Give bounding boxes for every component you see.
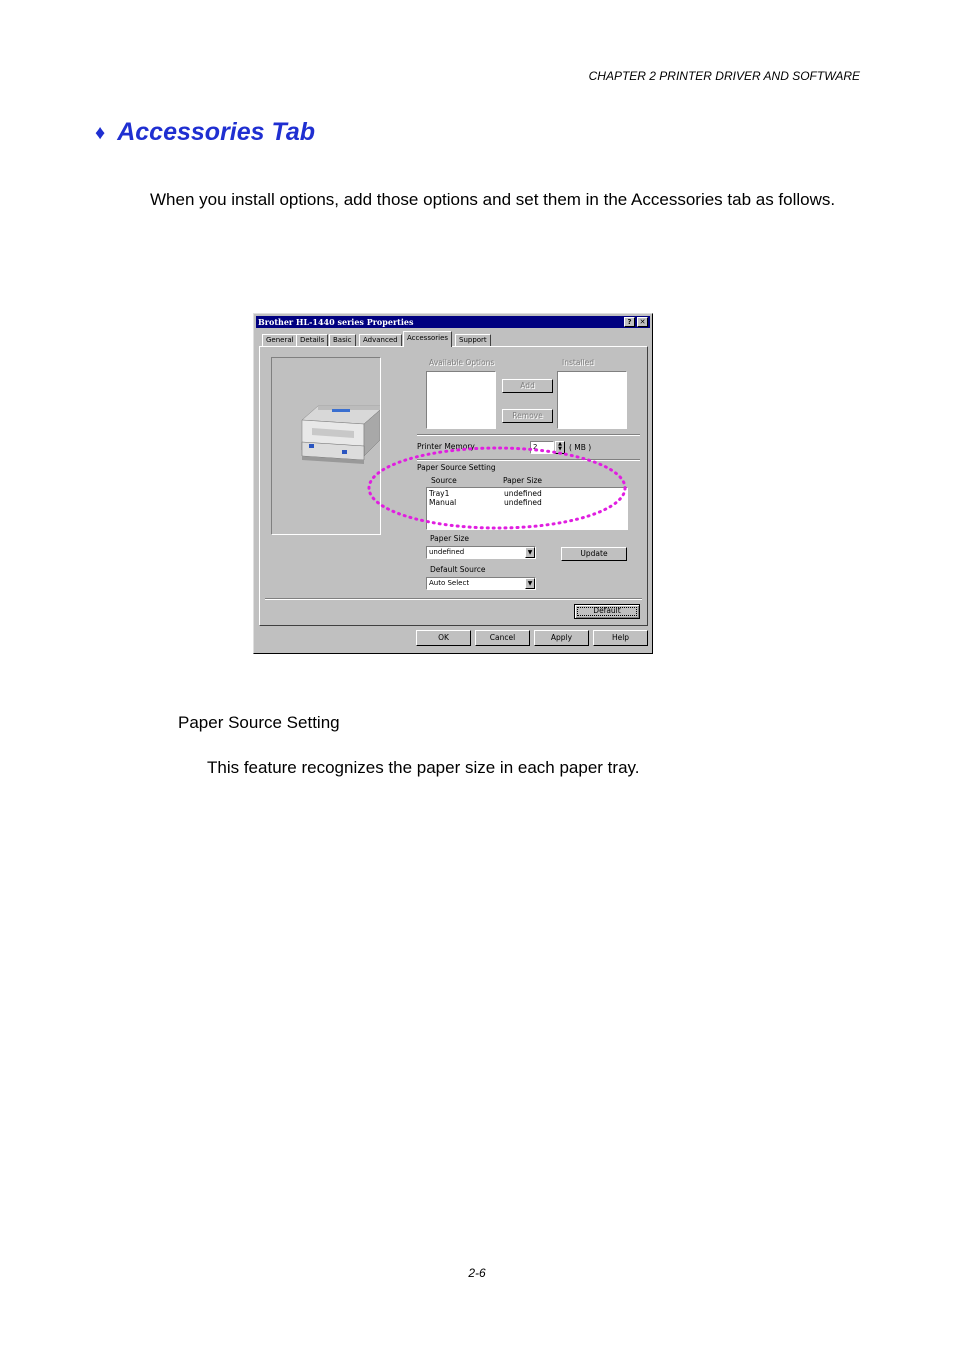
row-size[interactable]: undefined bbox=[504, 489, 542, 498]
paper-source-description: This feature recognizes the paper size in each paper tray. bbox=[207, 758, 640, 777]
separator-1 bbox=[417, 434, 640, 436]
separator-3 bbox=[265, 598, 642, 600]
apply-button[interactable]: Apply bbox=[534, 630, 589, 646]
chevron-down-icon[interactable]: ▼ bbox=[525, 578, 535, 589]
paper-source-setting-label: Paper Source Setting bbox=[417, 463, 496, 472]
row-source[interactable]: Tray1 bbox=[429, 489, 450, 498]
printer-memory-input[interactable]: 2 bbox=[530, 441, 554, 454]
memory-unit: ( MB ) bbox=[569, 443, 592, 452]
default-button[interactable]: Default bbox=[574, 604, 640, 619]
default-source-dropdown[interactable] bbox=[426, 577, 536, 590]
installed-label: Installed bbox=[562, 358, 594, 367]
section-title-text: Accessories Tab bbox=[117, 118, 316, 146]
help-button[interactable]: Help bbox=[593, 630, 648, 646]
highlight-ellipse bbox=[362, 445, 632, 535]
paper-source-heading: Paper Source Setting bbox=[178, 713, 340, 732]
available-options-label: Available Options bbox=[429, 358, 495, 367]
memory-spinner[interactable]: ▲ ▼ bbox=[555, 441, 565, 454]
available-options-list[interactable] bbox=[426, 371, 496, 429]
tab-support[interactable]: Support bbox=[455, 334, 491, 346]
paper-size-value: undefined bbox=[429, 548, 465, 556]
page-number: 2-6 bbox=[468, 1266, 486, 1280]
default-source-value: Auto Select bbox=[429, 579, 470, 587]
ok-button[interactable]: OK bbox=[416, 630, 471, 646]
paper-size-dropdown[interactable] bbox=[426, 546, 536, 559]
tab-basic[interactable]: Basic bbox=[329, 334, 356, 346]
tab-general[interactable]: General bbox=[262, 334, 298, 346]
chevron-down-icon[interactable]: ▼ bbox=[525, 547, 535, 558]
cancel-button[interactable]: Cancel bbox=[475, 630, 530, 646]
intro-paragraph: When you install options, add those options and set them in the Accessories tab as follows. bbox=[150, 190, 836, 209]
paper-size-label: Paper Size bbox=[430, 534, 470, 543]
paper-size-column-header: Paper Size bbox=[503, 476, 543, 485]
dialog-title: Brother HL-1440 series Properties bbox=[258, 317, 414, 327]
close-button[interactable]: ✕ bbox=[637, 317, 648, 327]
row-size[interactable]: undefined bbox=[504, 498, 542, 507]
printer-memory-label: Printer Memory bbox=[417, 442, 475, 451]
dialog-titlebar bbox=[256, 316, 650, 328]
remove-button[interactable]: Remove bbox=[502, 409, 553, 423]
diamond-bullet-icon: ♦ bbox=[95, 122, 106, 144]
help-question-button[interactable]: ? bbox=[624, 317, 635, 327]
tab-accessories[interactable]: Accessories bbox=[403, 331, 452, 347]
default-source-label: Default Source bbox=[430, 565, 486, 574]
add-button[interactable]: Add bbox=[502, 379, 553, 393]
row-source[interactable]: Manual bbox=[429, 498, 457, 507]
section-title bbox=[95, 118, 315, 147]
installed-list[interactable] bbox=[557, 371, 627, 429]
highlight-ellipse-stroke bbox=[369, 448, 625, 528]
tab-advanced[interactable]: Advanced bbox=[359, 334, 402, 346]
update-button[interactable]: Update bbox=[561, 547, 627, 561]
source-column-header: Source bbox=[431, 476, 457, 485]
chapter-header: CHAPTER 2 PRINTER DRIVER AND SOFTWARE bbox=[588, 69, 860, 83]
tab-details[interactable]: Details bbox=[296, 334, 328, 346]
